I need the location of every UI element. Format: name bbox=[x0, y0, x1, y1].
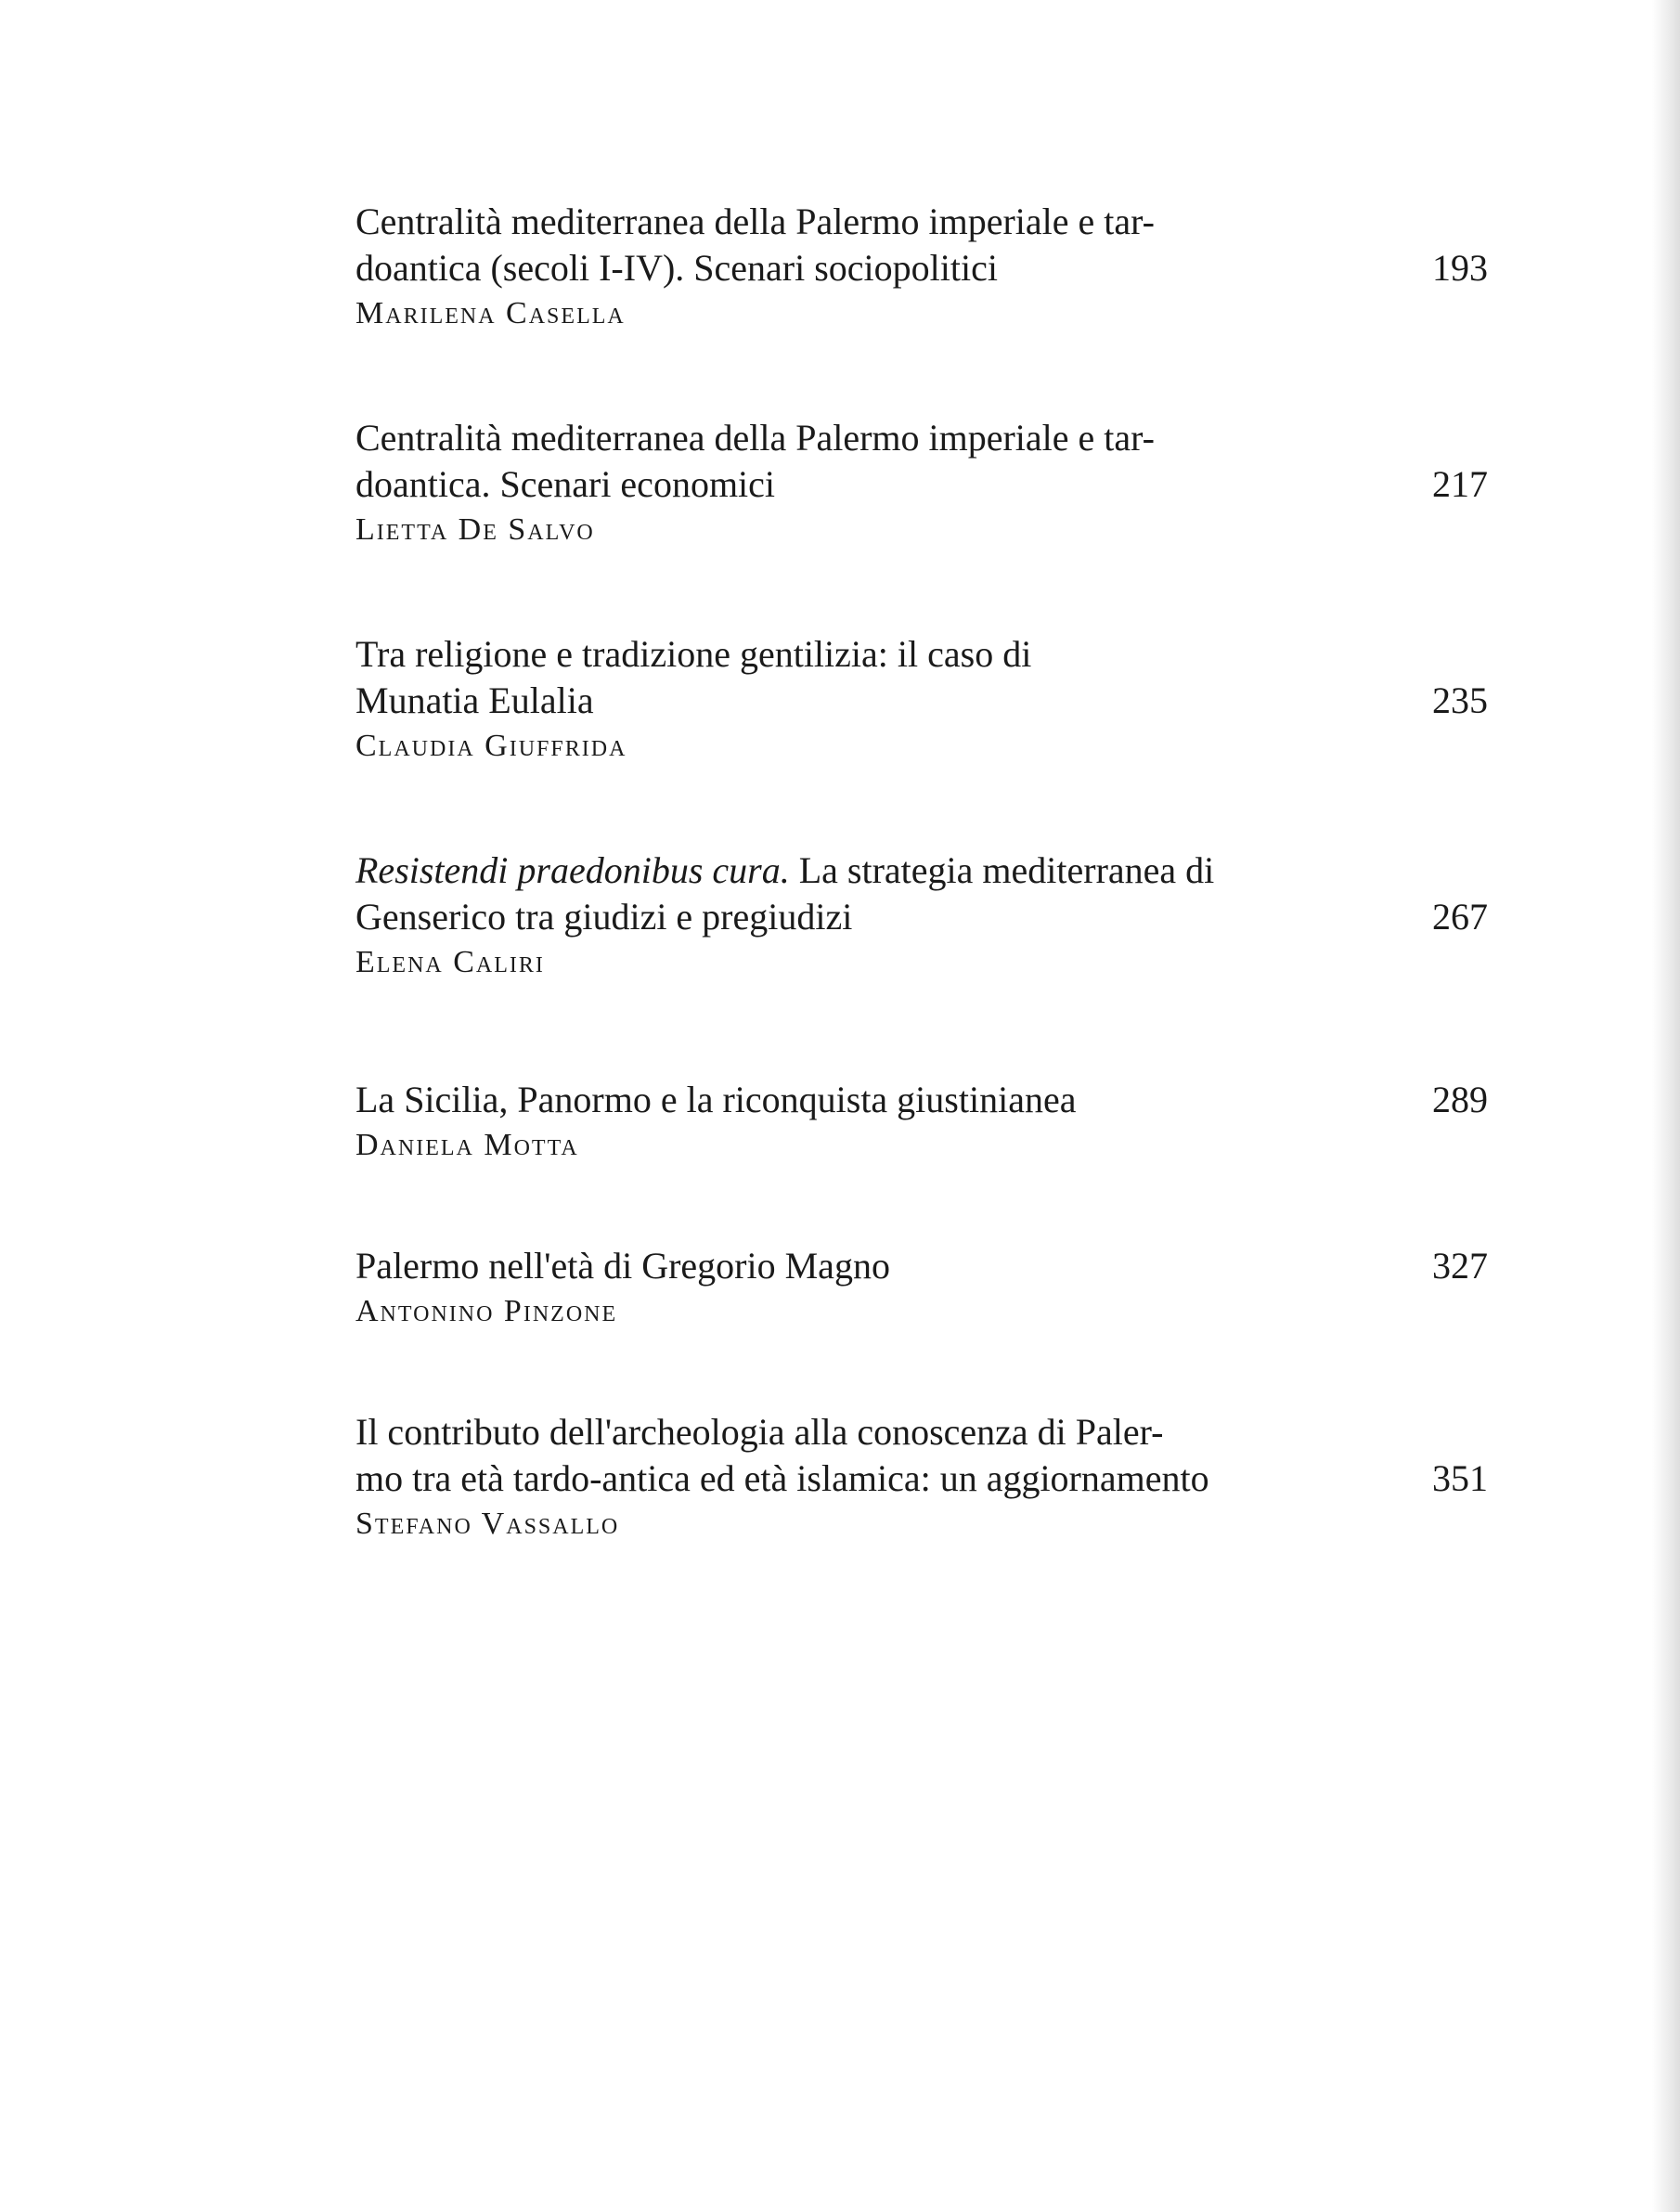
page-edge-shadow bbox=[1652, 0, 1680, 2212]
entry-author: Daniela Motta bbox=[355, 1128, 579, 1162]
toc-entry[interactable] bbox=[355, 415, 1488, 549]
page-number[interactable]: 217 bbox=[1432, 463, 1488, 505]
page-number[interactable]: 267 bbox=[1432, 896, 1488, 938]
page-number[interactable]: 289 bbox=[1432, 1079, 1488, 1120]
title-italic: Resistendi praedonibus cura. bbox=[355, 849, 790, 891]
page-number[interactable]: 327 bbox=[1432, 1245, 1488, 1287]
entry-author: Stefano Vassallo bbox=[355, 1507, 620, 1541]
page-number[interactable]: 193 bbox=[1432, 247, 1488, 289]
toc-entry[interactable] bbox=[355, 631, 1488, 765]
title-line: Il contributo dell'archeologia alla conoscenza di Paler- bbox=[355, 1411, 1164, 1453]
title-line: doantica. Scenari economici bbox=[355, 463, 776, 505]
entry-title bbox=[355, 1077, 1298, 1123]
entry-title bbox=[355, 199, 1298, 291]
page-number[interactable]: 235 bbox=[1432, 679, 1488, 721]
title-line: Palermo nell'età di Gregorio Magno bbox=[355, 1245, 890, 1287]
title-line: Munatia Eulalia bbox=[355, 679, 594, 721]
entry-author: Antonino Pinzone bbox=[355, 1294, 618, 1328]
toc-entry[interactable] bbox=[355, 1077, 1488, 1164]
page-number[interactable]: 351 bbox=[1432, 1457, 1488, 1499]
toc-entry[interactable] bbox=[355, 847, 1488, 981]
title-line: doantica (secoli I-IV). Scenari sociopolitici bbox=[355, 247, 998, 289]
entry-author: Claudia Giuffrida bbox=[355, 729, 627, 763]
title-line: mo tra età tardo-antica ed età islamica: un aggiornamento bbox=[355, 1457, 1209, 1499]
entry-title bbox=[355, 415, 1298, 508]
toc-entry[interactable] bbox=[355, 1409, 1488, 1543]
title-line: Centralità mediterranea della Palermo imperiale e tar- bbox=[355, 201, 1155, 242]
toc-entry[interactable] bbox=[355, 1243, 1488, 1330]
entry-author: Elena Caliri bbox=[355, 945, 545, 979]
title-line: La Sicilia, Panormo e la riconquista giustinianea bbox=[355, 1079, 1077, 1120]
title-line: Genserico tra giudizi e pregiudizi bbox=[355, 896, 853, 938]
entry-author: Marilena Casella bbox=[355, 296, 626, 330]
entry-author: Lietta De Salvo bbox=[355, 512, 595, 547]
entry-title bbox=[355, 847, 1298, 940]
entry-title bbox=[355, 1409, 1298, 1502]
entry-title bbox=[355, 631, 1298, 724]
entry-title bbox=[355, 1243, 1298, 1289]
title-line: Centralità mediterranea della Palermo imperiale e tar- bbox=[355, 417, 1155, 459]
title-line: Tra religione e tradizione gentilizia: il caso di bbox=[355, 633, 1032, 675]
title-line-rest: La strategia mediterranea di bbox=[789, 849, 1215, 891]
toc-entry[interactable] bbox=[355, 199, 1488, 332]
title-line bbox=[355, 847, 1298, 894]
